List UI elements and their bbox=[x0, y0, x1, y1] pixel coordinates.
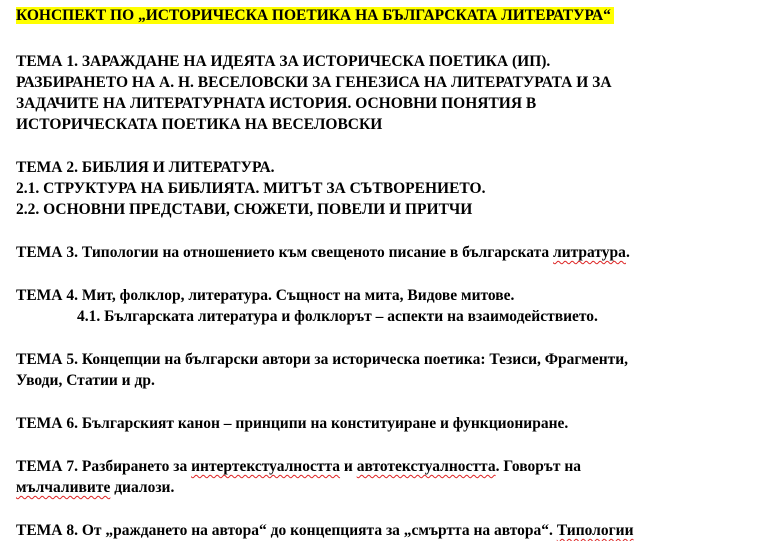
topic-7-text-a: ТЕМА 7. Разбирането за bbox=[16, 458, 192, 475]
spacer bbox=[16, 327, 771, 349]
topic-5-line-1: ТЕМА 5. Концепции на български автори за историческа поетика: Тезиси, Фрагменти, bbox=[16, 351, 629, 368]
topic-3-text: ТЕМА 3. Типологии на отношението към свещеното писание в българската bbox=[16, 244, 553, 261]
misspelled-word[interactable]: литратура bbox=[553, 244, 626, 261]
spacer bbox=[16, 220, 771, 242]
document-title bbox=[16, 5, 771, 26]
topic-8 bbox=[16, 520, 771, 541]
topic-8-line-1 bbox=[16, 520, 771, 541]
spacer bbox=[16, 434, 771, 456]
spacer bbox=[16, 498, 771, 520]
topic-6-line-1: ТЕМА 6. Българският канон – принципи на конституиране и функциониране. bbox=[16, 415, 569, 432]
topic-6 bbox=[16, 413, 771, 434]
topic-4 bbox=[16, 285, 771, 327]
spacer bbox=[16, 135, 771, 157]
topic-7-line-2 bbox=[16, 477, 771, 498]
spacer bbox=[16, 391, 771, 413]
misspelled-word[interactable]: интертекстуалността bbox=[191, 458, 341, 475]
topic-1-line-2: РАЗБИРАНЕТО НА А. Н. ВЕСЕЛОВСКИ ЗА ГЕНЕЗИСА НА ЛИТЕРАТУРАТА И ЗА bbox=[16, 74, 612, 91]
misspelled-word[interactable]: автотекстуалността bbox=[356, 458, 496, 475]
misspelled-word[interactable]: Типологии bbox=[556, 522, 634, 539]
topic-7 bbox=[16, 456, 771, 498]
topic-3-punct: . bbox=[625, 244, 630, 261]
topic-4-subtopic: 4.1. Българската литература и фолклорът – аспекти на взаимодействието. bbox=[77, 308, 598, 325]
topic-4-line-1: ТЕМА 4. Мит, фолклор, литература. Същност на мита, Видове митове. bbox=[16, 287, 515, 304]
topic-1 bbox=[16, 51, 771, 135]
topic-7-line-1 bbox=[16, 456, 771, 477]
topic-8-text: ТЕМА 8. От „раждането на автора“ до концепцията за „смъртта на автора“. bbox=[16, 522, 557, 539]
misspelled-word[interactable]: мълчаливите bbox=[16, 479, 111, 496]
document-page bbox=[16, 5, 771, 541]
topic-2-line-2: 2.1. СТРУКТУРА НА БИБЛИЯТА. МИТЪТ ЗА СЪТВОРЕНИЕТО. bbox=[16, 180, 486, 197]
topic-3 bbox=[16, 242, 771, 263]
spacer bbox=[16, 26, 771, 51]
topic-1-line-4: ИСТОРИЧЕСКАТА ПОЕТИКА НА ВЕСЕЛОВСКИ bbox=[16, 116, 383, 133]
topic-1-line-3: ЗАДАЧИТЕ НА ЛИТЕРАТУРНАТА ИСТОРИЯ. ОСНОВНИ ПОНЯТИЯ В bbox=[16, 95, 537, 112]
topic-7-text-b: и bbox=[340, 458, 357, 475]
topic-3-line-1 bbox=[16, 242, 771, 263]
topic-2 bbox=[16, 157, 771, 220]
topic-1-line-1: ТЕМА 1. ЗАРАЖДАНЕ НА ИДЕЯТА ЗА ИСТОРИЧЕСКА ПОЕТИКА (ИП). bbox=[16, 53, 551, 70]
topic-2-line-1: ТЕМА 2. БИБЛИЯ И ЛИТЕРАТУРА. bbox=[16, 159, 275, 176]
topic-5 bbox=[16, 349, 771, 391]
topic-5-line-2: Уводи, Статии и др. bbox=[16, 372, 155, 389]
topic-2-line-3: 2.2. ОСНОВНИ ПРЕДСТАВИ, СЮЖЕТИ, ПОВЕЛИ И ПРИТЧИ bbox=[16, 201, 473, 218]
topic-7-text-e: диалози. bbox=[110, 479, 175, 496]
topic-7-text-c: . Говорът на bbox=[495, 458, 582, 475]
title-highlight: КОНСПЕКТ ПО „ИСТОРИЧЕСКА ПОЕТИКА НА БЪЛГАРСКАТА ЛИТЕРАТУРА“ bbox=[16, 7, 614, 24]
spacer bbox=[16, 263, 771, 285]
